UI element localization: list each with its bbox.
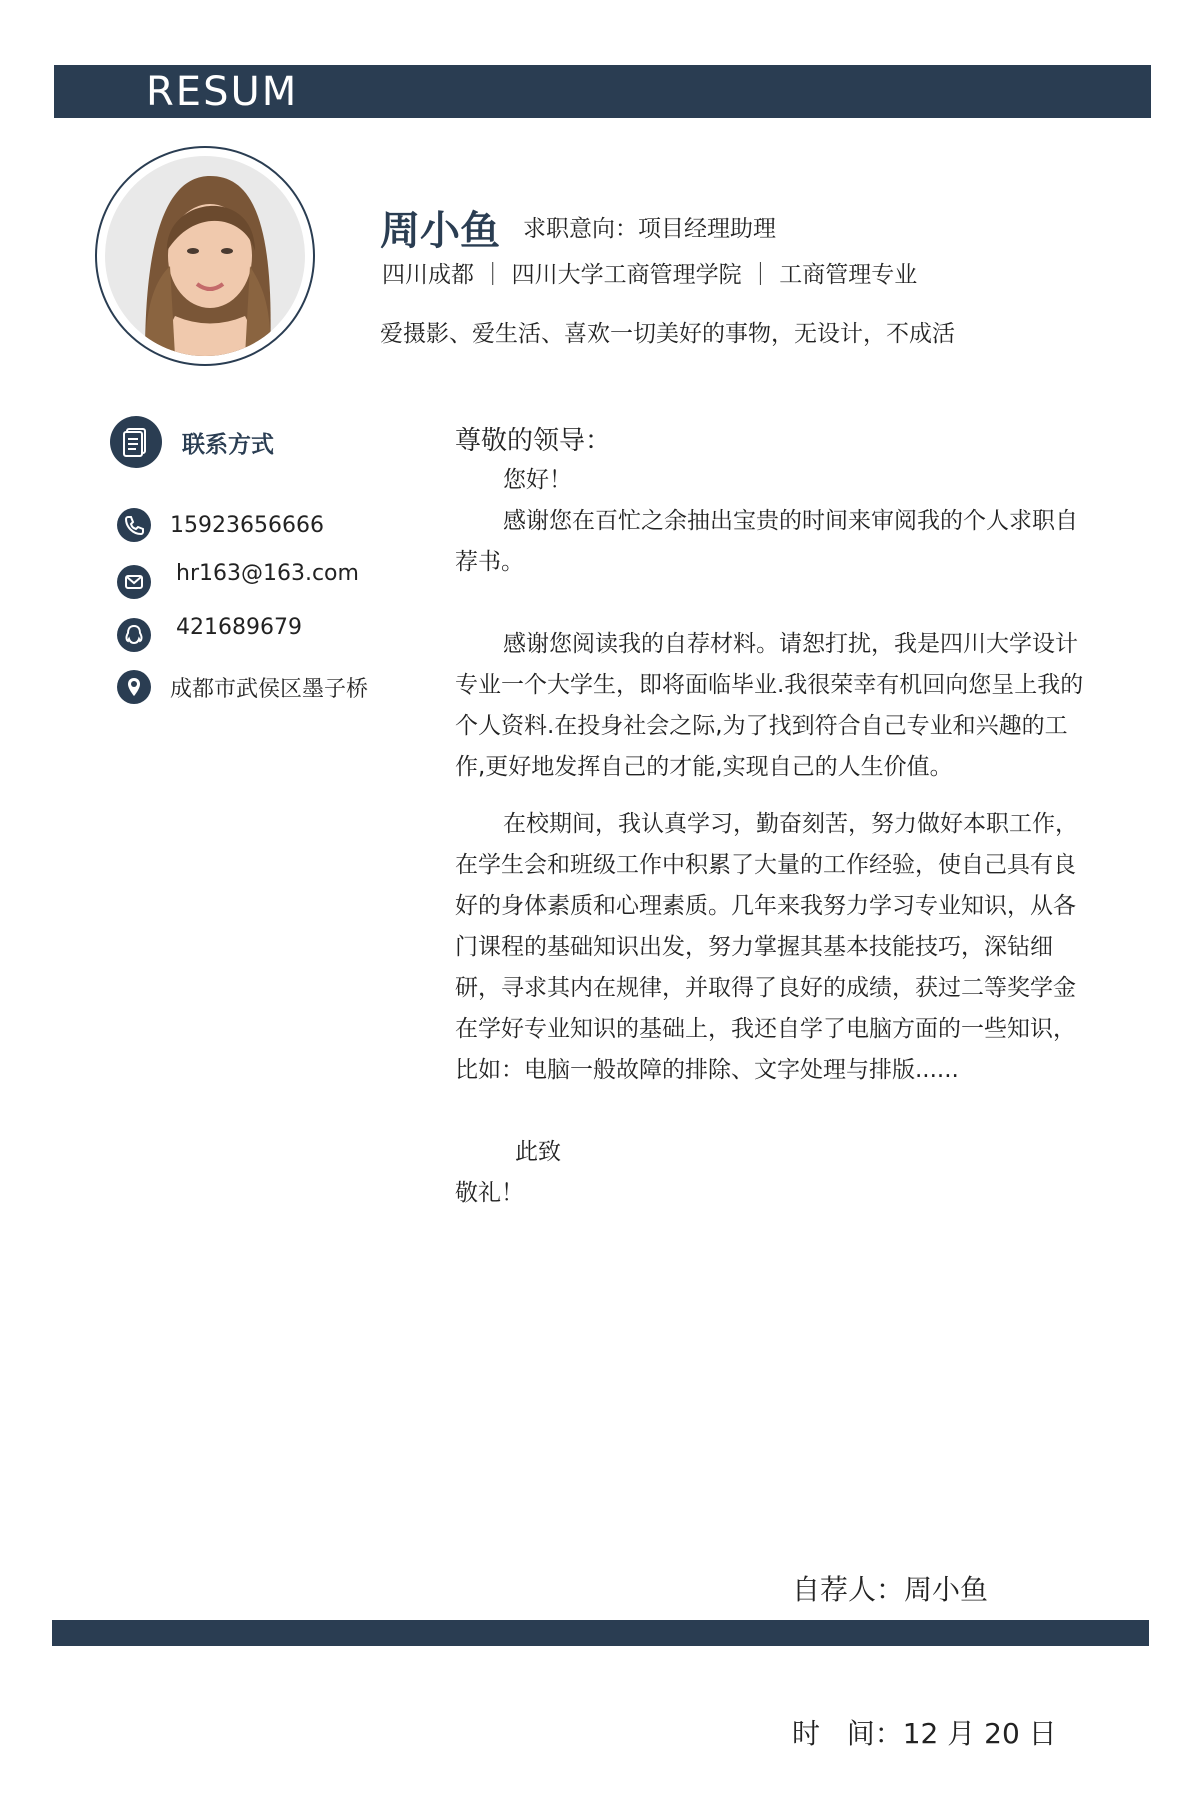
document-icon [110,416,162,468]
contact-address: 成都市武侯区墨子桥 [170,677,369,702]
letter-paragraph-2: 感谢您阅读我的自荐材料。请恕打扰，我是四川大学设计专业一个大学生，即将面临毕业.我很荣幸有机回向您呈上我的个人资料.在投身社会之际,为了找到符合自己专业和兴趣的工作,更好地发挥自己的才能,实现自己的人生价值。 [455,631,1084,780]
phone-icon [117,508,151,542]
location-pin-icon [117,670,151,704]
letter-closing-1: 此致 [515,1139,561,1165]
letter-greeting: 您好！ [503,467,572,493]
contact-email: hr163@163.com [176,561,359,586]
mail-icon [117,565,151,599]
contact-phone: 15923656666 [170,513,324,538]
profile-info-line: 四川成都 ｜ 四川大学工商管理学院 ｜ 工商管理专业 [382,262,918,288]
letter-salutation: 尊敬的领导： [455,426,612,456]
cover-letter [455,420,1095,1214]
letter-closing-2: 敬礼！ [455,1180,524,1206]
letter-paragraph-3: 在校期间，我认真学习，勤奋刻苦，努力做好本职工作，在学生会和班级工作中积累了大量的工作经验，使自己具有良好的身体素质和心理素质。几年来我努力学习专业知识，从各门课程的基础知识出发，努力掌握其基本技能技巧，深钻细研，寻求其内在规律，并取得了良好的成绩，获过二等奖学金在学好专业知识的基础上，我还自学了电脑方面的一些知识，比如：电脑一般故障的排除、文字处理与排版...... [455,811,1078,1083]
footer-bar [52,1620,1149,1646]
signature-date: 时 间：12 月 20 日 [792,1717,1057,1750]
qq-icon [117,618,151,652]
letter-paragraph-1: 感谢您在百忙之余抽出宝贵的时间来审阅我的个人求职自荐书。 [455,508,1078,575]
candidate-name: 周小鱼 [380,208,500,254]
avatar [105,156,305,356]
contact-section-title: 联系方式 [182,432,274,458]
contact-qq: 421689679 [176,615,302,640]
profile-motto: 爱摄影、爱生活、喜欢一切美好的事物，无设计，不成活 [380,321,955,347]
job-intent: 求职意向：项目经理助理 [523,216,776,242]
avatar-portrait [105,156,305,356]
signature-signer: 自荐人：周小鱼 [792,1573,989,1606]
header-title: RESUM [146,69,299,115]
